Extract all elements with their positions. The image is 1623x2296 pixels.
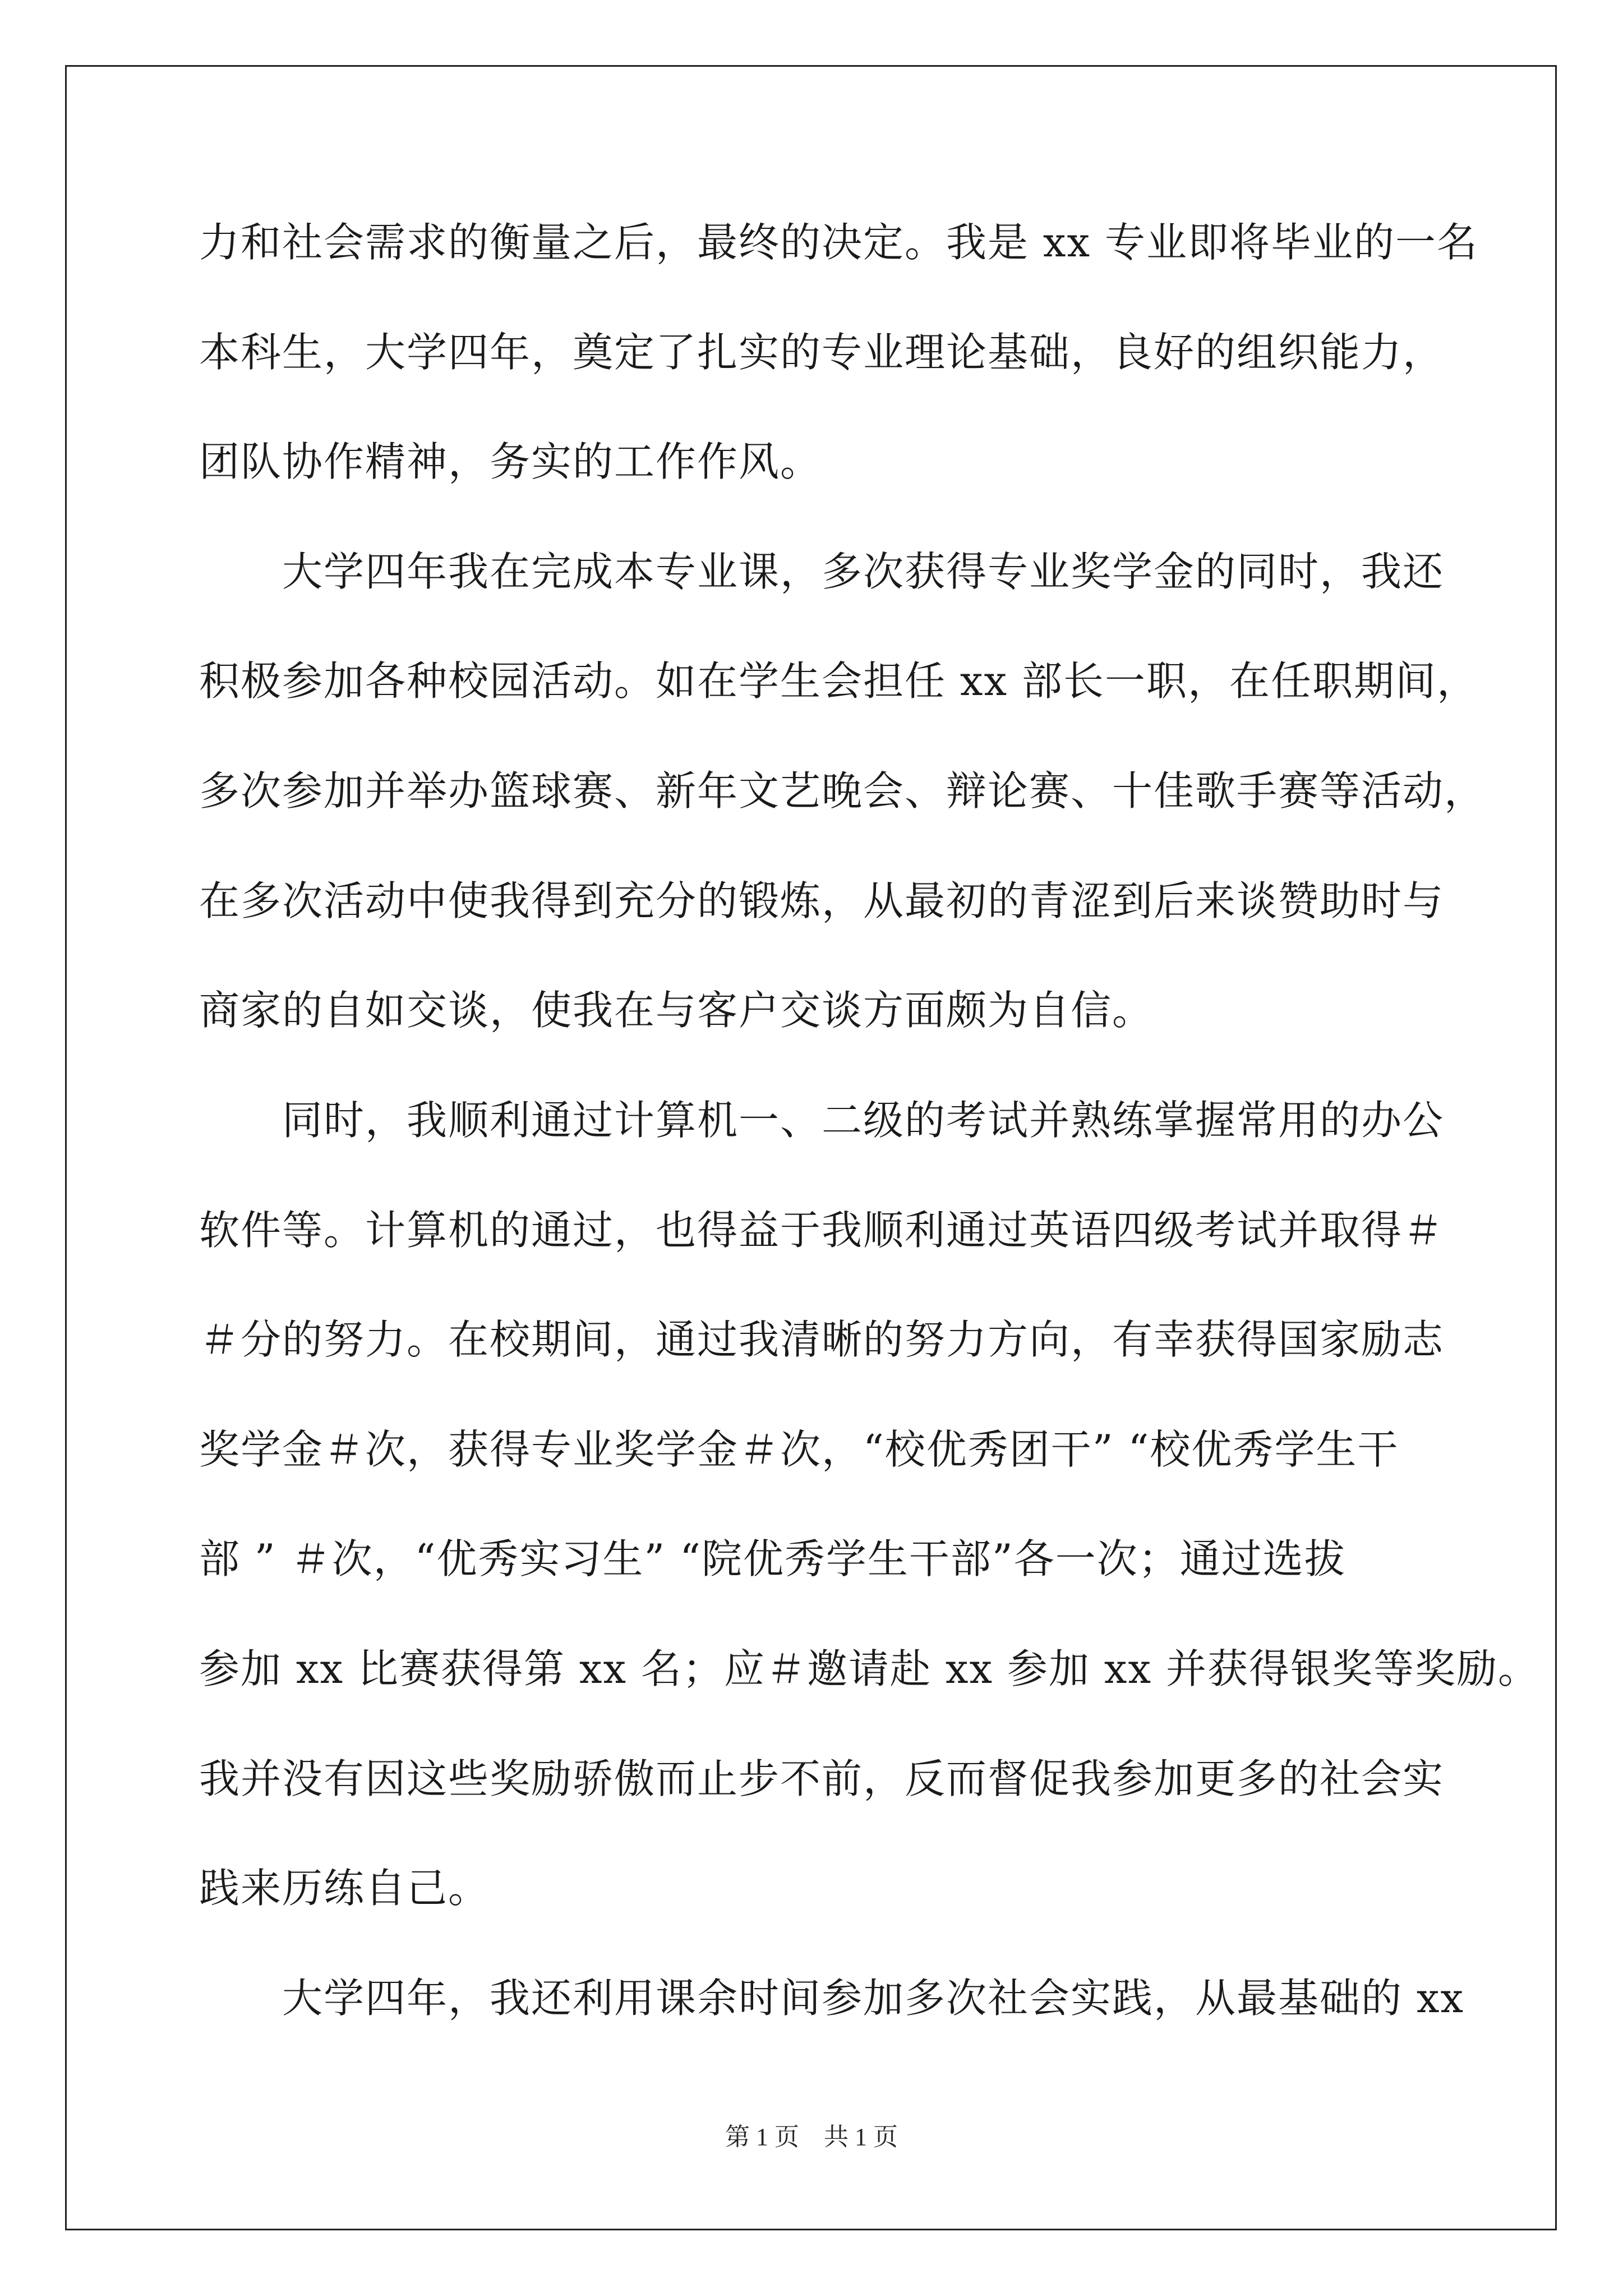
text-line: 大学四年，我还利用课余时间参加多次社会实践，从最基础的 xx (199, 1975, 1465, 2022)
page-footer: 第 1 页 共 1 页 (725, 2123, 898, 2151)
text-line: 软件等。计算机的通过，也得益于我顺利通过英语四级考试并取得＃ (199, 1207, 1445, 1254)
text-line: 商家的自如交谈，使我在与客户交谈方面颇为自信。 (199, 987, 1154, 1034)
text-line: 同时，我顺利通过计算机一、二级的考试并熟练掌握常用的办公 (199, 1097, 1445, 1144)
text-line: 团队协作精神，务实的工作作风。 (199, 438, 822, 485)
text-line: 我并没有因这些奖励骄傲而止步不前，反而督促我参加更多的社会实 (199, 1755, 1445, 1802)
text-line: 积极参加各种校园活动。如在学生会担任 xx 部长一职，在任职期间， (199, 657, 1478, 705)
text-line: 参加 xx 比赛获得第 xx 名；应＃邀请赴 xx 参加 xx 并获得银奖等奖励。 (199, 1645, 1539, 1692)
text-line: 多次参加并举办篮球赛、新年文艺晚会、辩论赛、十佳歌手赛等活动， (199, 767, 1486, 815)
text-line: 大学四年我在完成本专业课，多次获得专业奖学金的同时，我还 (199, 548, 1445, 595)
text-line: 部 ” ＃次，“优秀实习生” “院优秀学生干部”各一次；通过选拔 (199, 1535, 1346, 1582)
text-line: 本科生，大学四年，奠定了扎实的专业理论基础，良好的组织能力， (199, 329, 1445, 376)
text-line: 践来历练自己。 (199, 1865, 490, 1912)
text-line: ＃分的努力。在校期间，通过我清晰的努力方向，有幸获得国家励志 (199, 1316, 1445, 1363)
text-line: 奖学金＃次，获得专业奖学金＃次，“校优秀团干” “校优秀学生干 (199, 1426, 1399, 1473)
text-line: 在多次活动中使我得到充分的锻炼，从最初的青涩到后来谈赞助时与 (199, 877, 1445, 924)
text-line: 力和社会需求的衡量之后，最终的决定。我是 xx 专业即将毕业的一名 (199, 219, 1478, 266)
